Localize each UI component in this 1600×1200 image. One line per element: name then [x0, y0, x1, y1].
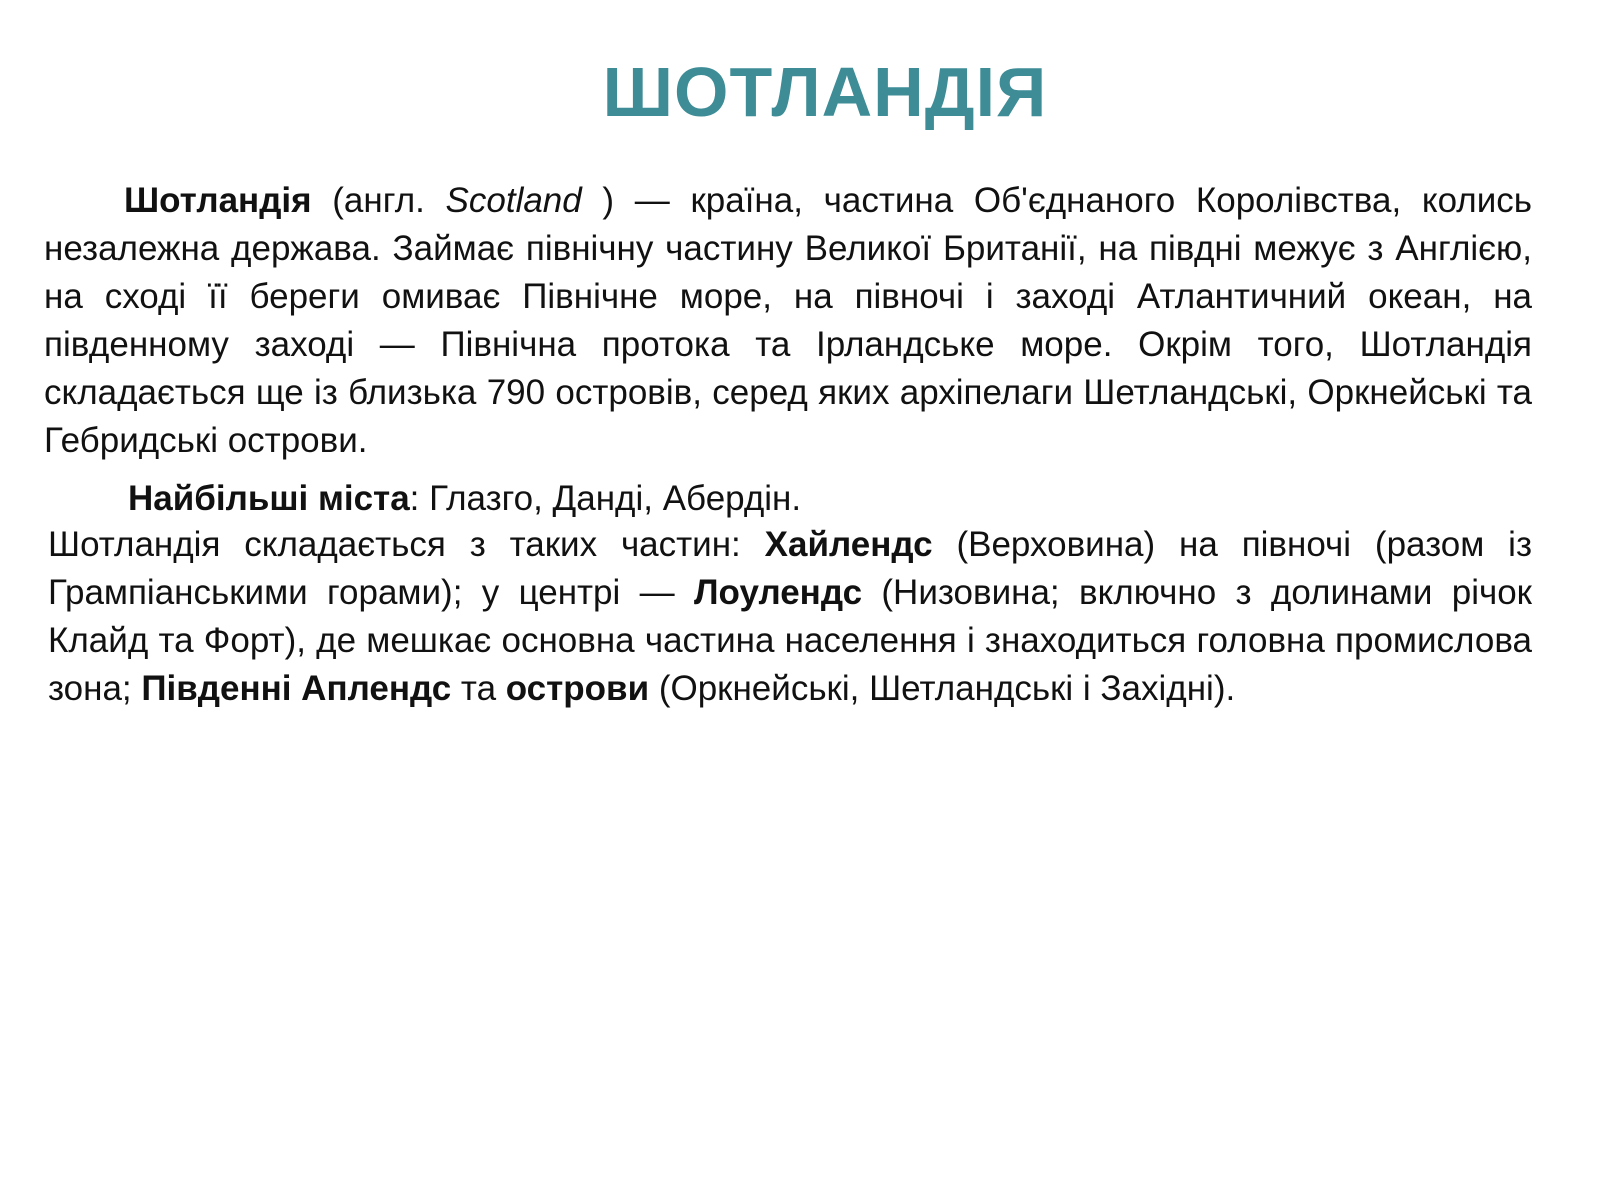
paragraph-text: (Оркнейські, Шетландські і Західні).	[649, 669, 1236, 708]
term-highlands: Хайлендс	[764, 525, 933, 564]
english-name: Scotland	[445, 181, 582, 220]
intro-paragraph	[44, 177, 1532, 465]
paragraph-text: (Верховина) на півночі (разом із Грампіанськими горами); у центрі —	[48, 525, 1532, 612]
paragraph-text: (Низовина; включно з долинами річок Клайд та Форт), де мешкає основна частина населення і знаходиться головна промислова зона;	[48, 573, 1532, 708]
slide-title: ШОТЛАНДІЯ	[602, 53, 1048, 131]
term-islands: острови	[505, 669, 650, 708]
term-scotland: Шотландія	[124, 181, 312, 220]
term-lowlands: Лоулендс	[693, 573, 863, 612]
term-southern-uplands: Південні Аплендс	[141, 669, 452, 708]
cities-list: : Глазго, Данді, Абердін.	[409, 479, 802, 518]
regions-paragraph	[48, 521, 1532, 713]
cities-paragraph	[48, 475, 1532, 523]
paragraph-text: Шотландія складається з таких частин:	[48, 525, 765, 564]
paragraph-text: (англ.	[311, 181, 446, 220]
paragraph-text: та	[451, 669, 506, 708]
term-largest-cities: Найбільші міста	[128, 479, 410, 518]
paragraph-text: ) — країна, частина Об'єднаного Королівства, колись незалежна держава. Займає північну частину Великої Британії, на півдні межує з Англією, на сході її береги омиває Північне море, на півночі і заході Атлантичний океан, на південному заході — Північна протока та Ірландське море. Окрім того, Шотландія складається ще із близька 790 островів, серед яких архіпелаги Шетландські, Оркнейські та Гебридські острови.	[44, 181, 1532, 460]
